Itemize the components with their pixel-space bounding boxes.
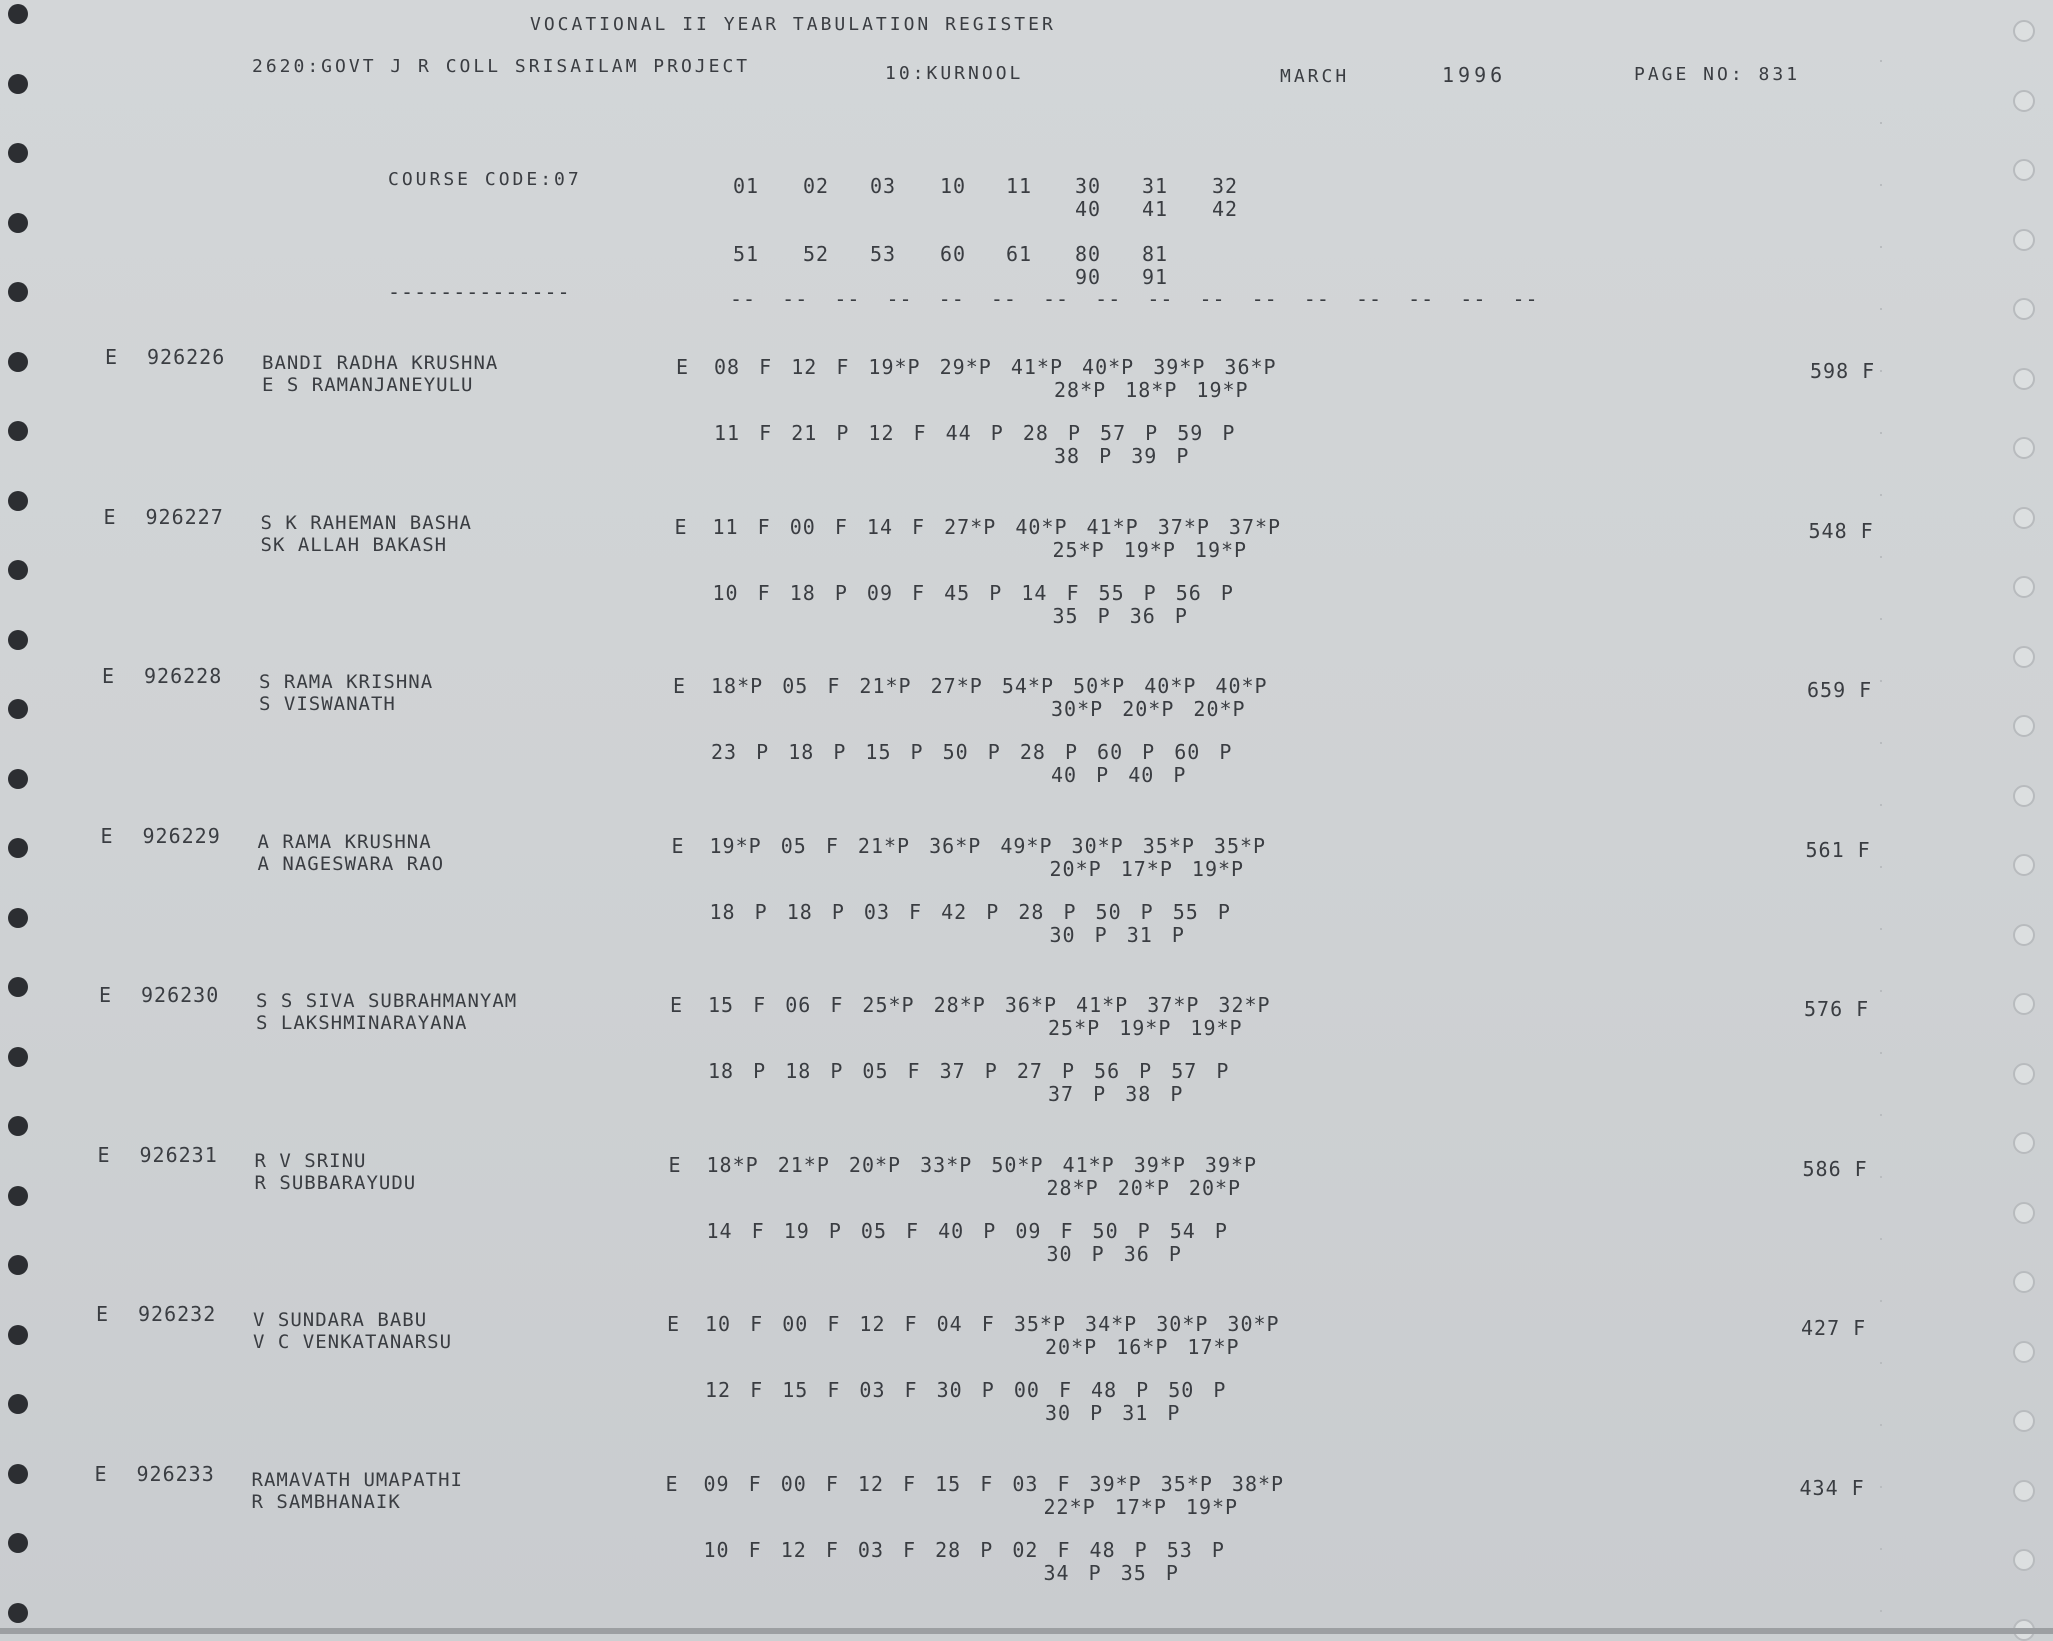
exam-month: MARCH xyxy=(1280,66,1350,87)
district-name: 10:KURNOOL xyxy=(885,63,1024,84)
codes_row1b-1: 40 xyxy=(1075,197,1102,221)
codes_row1-7: 31 xyxy=(1142,174,1169,198)
feed-hole xyxy=(8,769,28,789)
hall-ticket-number: 926231 xyxy=(139,1142,218,1167)
college-name: 2620:GOVT J R COLL SRISAILAM PROJECT xyxy=(252,56,751,77)
exam-flag: E xyxy=(665,1471,679,1496)
exam-flag: E xyxy=(673,674,687,698)
feed-hole xyxy=(8,630,28,650)
marks-row-2-continued: 30 P 36 P xyxy=(1046,1241,1182,1266)
father-name: S LAKSHMINARAYANA xyxy=(256,1012,468,1034)
total-marks-result: 586 F xyxy=(1802,1156,1868,1181)
feed-hole xyxy=(8,1325,28,1345)
tractor-feed-holes-left xyxy=(0,0,40,1634)
father-name: SK ALLAH BAKASH xyxy=(260,533,448,556)
codes_row2b-2: 91 xyxy=(1142,265,1169,289)
student-name: A RAMA KRUSHNA xyxy=(257,830,432,853)
marks-row-2: 18 P 18 P 05 F 37 P 27 P 56 P 57 P xyxy=(708,1059,1230,1083)
course-code-underline: -------------- xyxy=(388,280,571,304)
sheet-bottom-edge xyxy=(0,1628,2053,1634)
marks-row-2-continued: 37 P 38 P xyxy=(1048,1082,1184,1106)
codes_row1-3: 03 xyxy=(870,174,897,198)
marks-row-2: 10 F 12 F 03 F 28 P 02 F 48 P 53 P xyxy=(703,1537,1225,1562)
feed-hole xyxy=(2013,1410,2035,1432)
feed-hole xyxy=(8,838,28,858)
marks-row-2: 11 F 21 P 12 F 44 P 28 P 57 P 59 P xyxy=(714,421,1236,445)
marks-row-2: 18 P 18 P 03 F 42 P 28 P 50 P 55 P xyxy=(709,899,1231,924)
marks-row-2-continued: 40 P 40 P xyxy=(1051,763,1187,787)
father-name: V C VENKATANARSU xyxy=(253,1331,453,1353)
codes_row1-1: 01 xyxy=(733,174,760,198)
feed-hole xyxy=(8,908,28,928)
feed-hole xyxy=(2013,854,2035,876)
feed-hole xyxy=(8,1186,28,1206)
marks-row-2-continued: 30 P 31 P xyxy=(1045,1401,1181,1425)
feed-hole xyxy=(2013,646,2035,668)
feed-hole xyxy=(2013,1202,2035,1224)
hall-ticket-number: 926227 xyxy=(145,504,224,529)
exam-flag: E xyxy=(667,1312,681,1336)
marks-row-1: 18*P 21*P 20*P 33*P 50*P 41*P 39*P 39*P xyxy=(706,1152,1258,1177)
feed-hole xyxy=(2013,993,2035,1015)
marks-row-1: 08 F 12 F 19*P 29*P 41*P 40*P 39*P 36*P xyxy=(714,355,1277,379)
tractor-feed-holes-right xyxy=(1993,0,2053,1634)
exam-flag: E xyxy=(668,1152,682,1177)
student-name: BANDI RADHA KRUSHNA xyxy=(262,352,499,374)
feed-hole xyxy=(2013,90,2035,112)
marks-row-1-continued: 20*P 17*P 19*P xyxy=(1049,856,1245,881)
student-name: RAMAVATH UMAPATHI xyxy=(251,1468,463,1491)
marks-row-1: 19*P 05 F 21*P 36*P 49*P 30*P 35*P 35*P xyxy=(709,833,1267,858)
student-category: E xyxy=(100,823,114,848)
codes_row1-5: 11 xyxy=(1006,174,1033,198)
marks-row-2-continued: 34 P 35 P xyxy=(1043,1560,1179,1585)
feed-hole xyxy=(8,1255,28,1275)
marks-row-1-continued: 22*P 17*P 19*P xyxy=(1043,1494,1239,1519)
feed-hole xyxy=(2013,1063,2035,1085)
course-code: COURSE CODE:07 xyxy=(388,169,582,190)
feed-hole xyxy=(2013,437,2035,459)
feed-hole xyxy=(8,1464,28,1484)
feed-hole xyxy=(2013,298,2035,320)
codes_row1-2: 02 xyxy=(803,174,830,198)
feed-hole xyxy=(2013,1480,2035,1502)
hall-ticket-number: 926230 xyxy=(141,983,220,1007)
codes_row2-7: 81 xyxy=(1142,242,1169,266)
feed-hole xyxy=(8,213,28,233)
feed-hole xyxy=(8,1533,28,1553)
marks-row-2: 14 F 19 P 05 F 40 P 09 F 50 P 54 P xyxy=(706,1218,1228,1243)
hall-ticket-number: 926228 xyxy=(144,664,223,688)
register-title: VOCATIONAL II YEAR TABULATION REGISTER xyxy=(530,14,1056,35)
marks-row-1: 10 F 00 F 12 F 04 F 35*P 34*P 30*P 30*P xyxy=(705,1312,1280,1336)
feed-hole xyxy=(8,491,28,511)
total-marks-result: 434 F xyxy=(1799,1475,1865,1500)
marks-row-2: 12 F 15 F 03 F 30 P 00 F 48 P 50 P xyxy=(705,1378,1227,1402)
feed-hole xyxy=(8,421,28,441)
student-category: E xyxy=(102,664,116,688)
father-name: A NAGESWARA RAO xyxy=(257,852,445,875)
feed-hole xyxy=(8,352,28,372)
feed-hole xyxy=(2013,1341,2035,1363)
feed-hole xyxy=(8,74,28,94)
hall-ticket-number: 926233 xyxy=(136,1461,215,1486)
student-category: E xyxy=(105,345,119,369)
perforation-line xyxy=(1880,0,1882,1634)
feed-hole xyxy=(2013,507,2035,529)
codes_row1-8: 32 xyxy=(1212,174,1239,198)
feed-hole xyxy=(2013,159,2035,181)
codes_row1b-2: 41 xyxy=(1142,197,1169,221)
feed-hole xyxy=(2013,20,2035,42)
student-name: R V SRINU xyxy=(254,1149,367,1172)
marks-row-1-continued: 20*P 16*P 17*P xyxy=(1045,1335,1240,1359)
marks-row-1: 18*P 05 F 21*P 27*P 54*P 50*P 40*P 40*P xyxy=(711,674,1268,698)
marks-row-2-continued: 38 P 39 P xyxy=(1054,444,1190,468)
page-number: PAGE NO: 831 xyxy=(1634,64,1801,85)
student-category: E xyxy=(103,504,117,529)
total-marks-result: 598 F xyxy=(1810,359,1876,383)
codes_row2-2: 52 xyxy=(803,242,830,266)
codes_row2-3: 53 xyxy=(870,242,897,266)
marks-row-1-continued: 30*P 20*P 20*P xyxy=(1051,697,1246,721)
feed-hole xyxy=(2013,368,2035,390)
student-category: E xyxy=(94,1461,108,1486)
subject-code-separator: -- -- -- -- -- -- -- -- -- -- -- -- -- -- -- -- xyxy=(730,287,1539,311)
codes_row2-4: 60 xyxy=(940,242,967,266)
marks-row-2-continued: 35 P 36 P xyxy=(1052,603,1188,628)
total-marks-result: 548 F xyxy=(1808,518,1874,543)
feed-hole xyxy=(8,143,28,163)
feed-hole xyxy=(8,560,28,580)
feed-hole xyxy=(2013,576,2035,598)
feed-hole xyxy=(8,1116,28,1136)
feed-hole xyxy=(8,282,28,302)
feed-hole xyxy=(8,1047,28,1067)
father-name: E S RAMANJANEYULU xyxy=(262,374,474,396)
marks-row-1-continued: 25*P 19*P 19*P xyxy=(1048,1016,1243,1040)
student-category: E xyxy=(99,983,113,1007)
marks-row-2: 10 F 18 P 09 F 45 P 14 F 55 P 56 P xyxy=(712,580,1234,605)
feed-hole xyxy=(8,699,28,719)
marks-row-1-continued: 28*P 20*P 20*P xyxy=(1046,1175,1242,1200)
marks-row-1: 09 F 00 F 12 F 15 F 03 F 39*P 35*P 38*P xyxy=(703,1471,1285,1496)
codes_row2-1: 51 xyxy=(733,242,760,266)
exam-flag: E xyxy=(674,514,688,539)
father-name: R SUBBARAYUDU xyxy=(254,1171,417,1194)
feed-hole xyxy=(8,1394,28,1414)
hall-ticket-number: 926229 xyxy=(142,823,221,848)
marks-row-1: 11 F 00 F 14 F 27*P 40*P 41*P 37*P 37*P xyxy=(712,514,1282,539)
student-category: E xyxy=(96,1302,110,1326)
total-marks-result: 561 F xyxy=(1805,837,1871,862)
total-marks-result: 659 F xyxy=(1807,678,1873,702)
total-marks-result: 427 F xyxy=(1801,1316,1867,1340)
feed-hole xyxy=(2013,715,2035,737)
father-name: S VISWANATH xyxy=(259,693,396,715)
feed-hole xyxy=(2013,1271,2035,1293)
student-name: S K RAHEMAN BASHA xyxy=(260,511,472,534)
feed-hole xyxy=(8,1603,28,1623)
feed-hole xyxy=(2013,1132,2035,1154)
codes_row2b-1: 90 xyxy=(1075,265,1102,289)
hall-ticket-number: 926232 xyxy=(138,1302,217,1326)
hall-ticket-number: 926226 xyxy=(147,345,226,369)
codes_row2-6: 80 xyxy=(1075,242,1102,266)
codes_row2-5: 61 xyxy=(1006,242,1033,266)
feed-hole xyxy=(2013,924,2035,946)
student-name: S S SIVA SUBRAHMANYAM xyxy=(256,990,518,1012)
marks-row-1-continued: 25*P 19*P 19*P xyxy=(1052,537,1248,562)
codes_row1-6: 30 xyxy=(1075,174,1102,198)
feed-hole xyxy=(8,977,28,997)
total-marks-result: 576 F xyxy=(1804,997,1870,1021)
feed-hole xyxy=(2013,785,2035,807)
marks-row-1-continued: 28*P 18*P 19*P xyxy=(1054,378,1249,402)
student-category: E xyxy=(97,1142,111,1167)
father-name: R SAMBHANAIK xyxy=(251,1490,401,1513)
marks-row-2: 23 P 18 P 15 P 50 P 28 P 60 P 60 P xyxy=(711,740,1233,764)
exam-year: 1996 xyxy=(1442,63,1507,87)
exam-flag: E xyxy=(671,833,685,858)
student-name: V SUNDARA BABU xyxy=(253,1309,428,1331)
exam-flag: E xyxy=(676,355,690,379)
codes_row1b-3: 42 xyxy=(1212,197,1239,221)
marks-row-2-continued: 30 P 31 P xyxy=(1049,922,1185,947)
feed-hole xyxy=(2013,1549,2035,1571)
codes_row1-4: 10 xyxy=(940,174,967,198)
feed-hole xyxy=(8,4,28,24)
student-name: S RAMA KRISHNA xyxy=(259,671,434,693)
marks-row-1: 15 F 06 F 25*P 28*P 36*P 41*P 37*P 32*P xyxy=(708,993,1271,1017)
exam-flag: E xyxy=(670,993,684,1017)
feed-hole xyxy=(2013,229,2035,251)
